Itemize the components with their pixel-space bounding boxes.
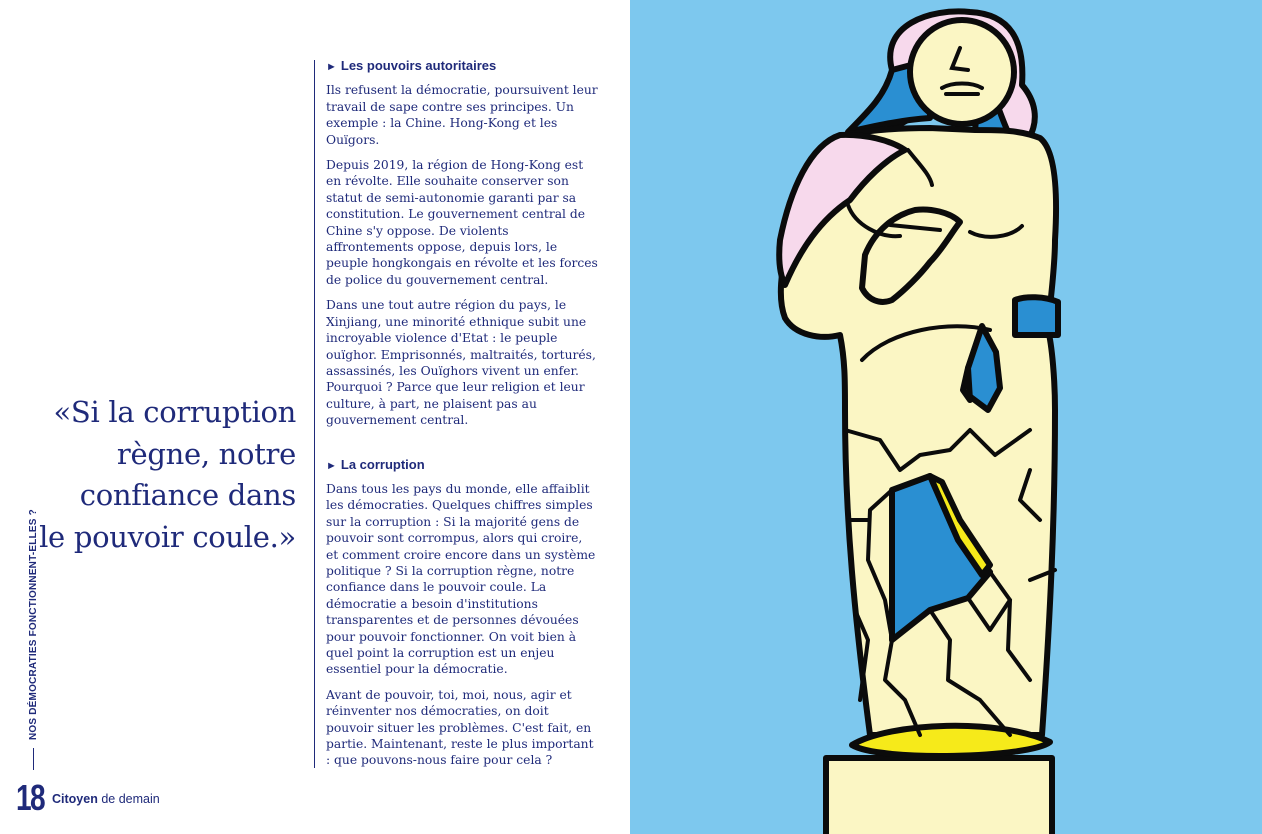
pull-quote-line: «Si la corruption — [53, 395, 296, 429]
pull-quote-line: règne, notre — [116, 436, 296, 471]
section-heading — [326, 58, 598, 75]
section-heading-text: La corruption — [340, 456, 425, 472]
paragraph: Depuis 2019, la région de Hong-Kong est en révolte. Elle souhaite conserver son statut de semi-autonomie garanti par sa constitution. Le gouvernement central de Chine s'y oppose. De violents affrontements oppose, depuis lors, le peuple hongkongais en révolte et les forces de police du gouvernement central. — [326, 158, 598, 287]
triangle-arrow-icon: ► — [326, 61, 337, 73]
paragraph: Dans une tout autre région du pays, le Xinjiang, une minorité ethnique subit une incroyable violence d'Etat : le peuple ouïghor. Emprisonnés, maltraités, torturés, assassinés, les Ouïghors vivent un enfer. Pourquoi ? Parce que leur religion et leur culture, à part, ne plaisent pas au gouvernement central. — [326, 298, 596, 428]
side-label-text: NOS DÉMOCRATIES FONCTIONNENT-ELLES ? — [28, 509, 39, 740]
paragraph: Ils refusent la démocratie, poursuivent leur travail de sape contre ses principes. Un exemple : la Chine. Hong-Kong et les Ouïgors. — [326, 83, 598, 147]
broken-statue-icon — [630, 0, 1262, 834]
magazine-title-bold: Citoyen — [52, 792, 98, 806]
section-heading-text: Les pouvoirs autoritaires — [340, 58, 497, 73]
triangle-arrow-icon: ► — [326, 459, 337, 472]
section-corruption — [326, 457, 598, 769]
arm-stump-shape — [1015, 297, 1058, 335]
paragraph: Avant de pouvoir, toi, moi, nous, agir et réinventer nos démocraties, on doit pouvoir situer les problèmes. C'est fait, en partie. Maintenant, reste le plus important : que pouvons-nous faire pour cela ? — [326, 687, 594, 768]
left-page — [0, 0, 630, 834]
pull-quote-line: le pouvoir coule.» — [39, 519, 296, 554]
label-rule — [33, 748, 34, 770]
section-heading — [326, 457, 598, 474]
column-divider — [314, 60, 315, 768]
pull-quote — [6, 392, 296, 558]
magazine-title — [52, 792, 160, 806]
magazine-title-rest: de demain — [97, 792, 160, 806]
vertical-section-label — [28, 509, 39, 770]
article-column — [326, 58, 598, 778]
yellow-crack-shape — [963, 368, 970, 400]
paragraph: Dans tous les pays du monde, elle affaiblit les démocraties. Quelques chiffres simples sur la corruption : Si la majorité gens de pouvoir sont corrompus, alors qui croire, et comment croire encore dans un système politique ? Si la corruption règne, notre confiance dans le pouvoir coule. La démocratie a besoin d'institutions transparentes et de personnes dévouées pour pouvoir fonctionner. On voit bien à quel point la corruption est un enjeu essentiel pour la démocratie. — [326, 481, 596, 677]
statue-pedestal — [826, 758, 1052, 834]
statue-head — [910, 20, 1014, 124]
pull-quote-line: confiance dans — [79, 478, 296, 512]
page-number: 18 — [16, 777, 45, 818]
right-page-illustration — [630, 0, 1262, 834]
section-authoritarian-powers — [326, 58, 598, 429]
